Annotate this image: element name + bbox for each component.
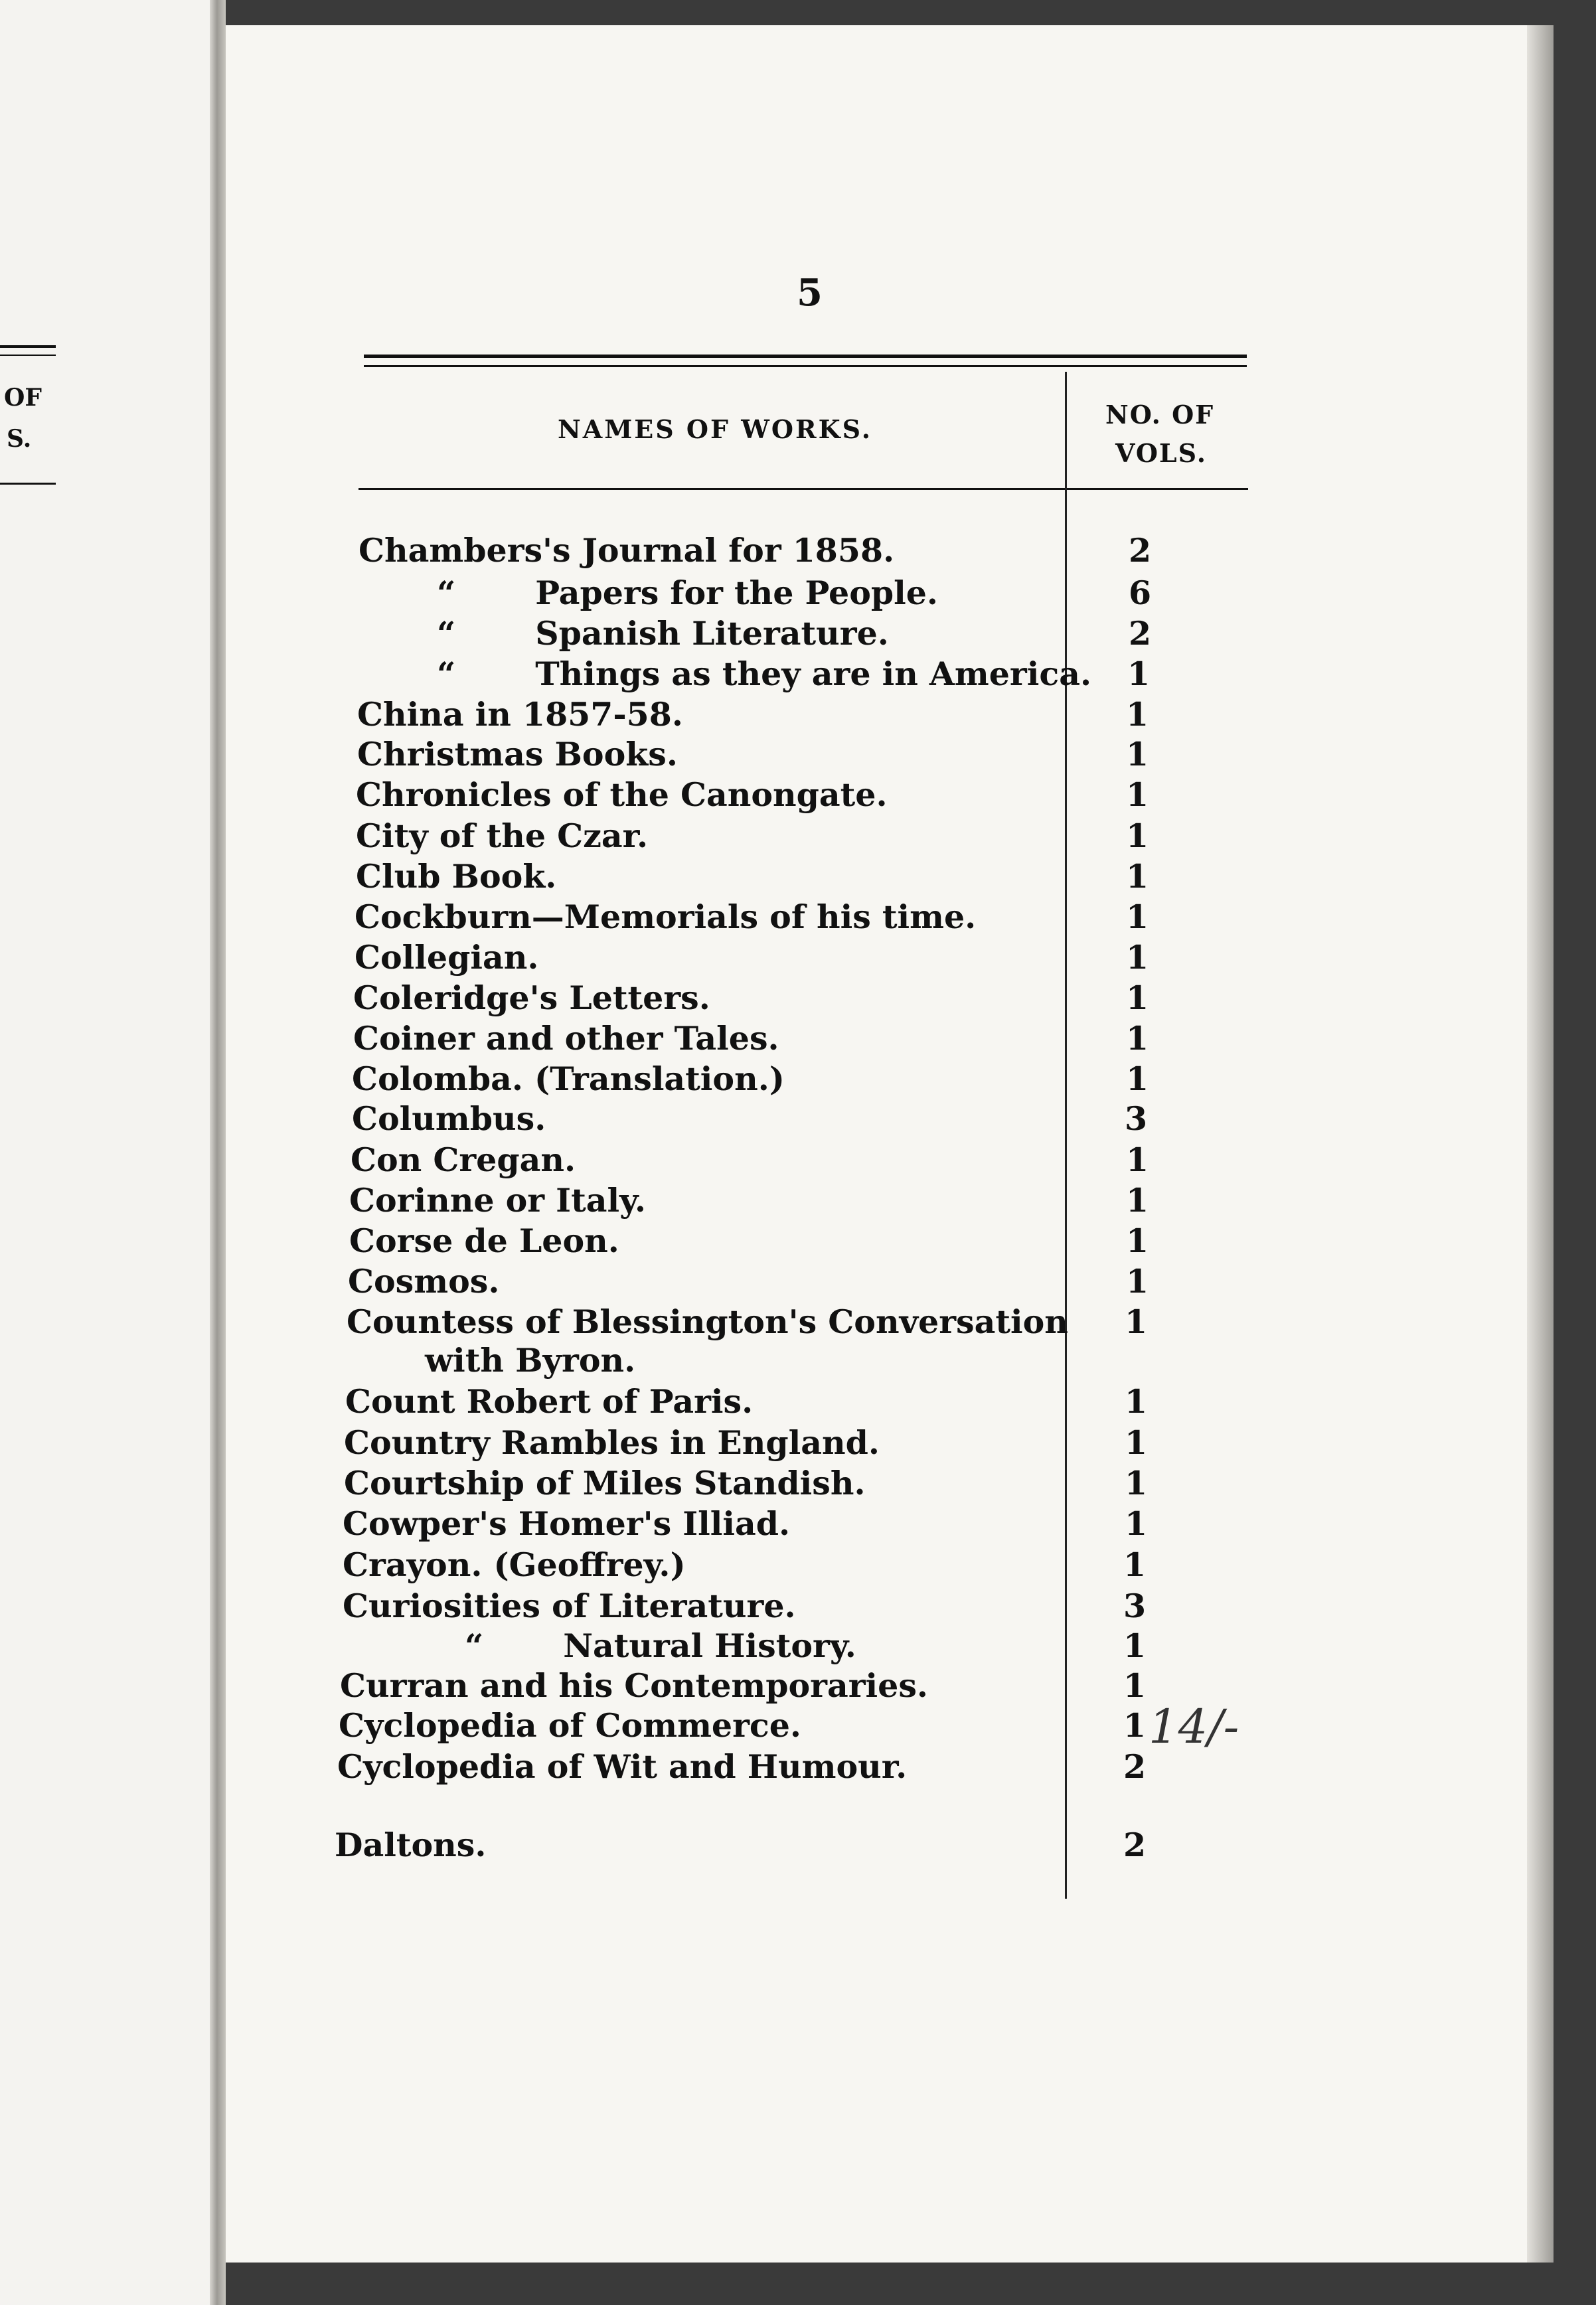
work-title: Columbus.	[352, 1099, 546, 1138]
volume-count: 1	[1127, 655, 1151, 693]
volume-count: 1	[1126, 817, 1149, 855]
work-title: Courtship of Miles Standish.	[344, 1464, 866, 1502]
table-row	[0, 1706, 1527, 1746]
volume-count: 1	[1126, 1181, 1149, 1220]
left-page-rule	[0, 483, 56, 485]
work-title: with Byron.	[425, 1341, 636, 1380]
table-row	[0, 614, 1527, 654]
handwritten-note: 14/-	[1149, 1700, 1239, 1754]
work-title: Cockburn—Memorials of his time.	[355, 898, 977, 936]
work-title: China in 1857-58.	[357, 695, 683, 734]
volume-count: 1	[1125, 1303, 1148, 1341]
volume-count: 1	[1126, 1262, 1149, 1301]
work-title: City of the Czar.	[356, 817, 649, 855]
work-title: Count Robert of Paris.	[345, 1382, 754, 1421]
table-row	[0, 531, 1527, 571]
work-title: Cowper's Homer's Illiad.	[343, 1504, 791, 1543]
left-page-fragment: OF	[4, 384, 42, 412]
work-title: Daltons.	[335, 1826, 487, 1864]
left-page-fragment: S.	[7, 425, 32, 453]
work-title: Corinne or Italy.	[349, 1181, 646, 1220]
work-title: “ Natural History.	[465, 1627, 856, 1665]
work-title: Cosmos.	[348, 1262, 500, 1301]
work-title: Countess of Blessington's Conversation	[347, 1303, 1068, 1341]
volume-count: 1	[1126, 857, 1149, 896]
header-rule-bottom	[359, 488, 1248, 490]
table-row	[0, 1826, 1527, 1866]
table-row	[0, 775, 1527, 815]
table-row	[0, 1587, 1527, 1627]
volume-count: 1	[1126, 695, 1149, 734]
table-row	[0, 1464, 1527, 1504]
column-header-vols: NO. OF	[1105, 400, 1215, 430]
volume-count: 1	[1123, 1627, 1147, 1665]
volume-count: 2	[1123, 1747, 1147, 1786]
work-title: Curiosities of Literature.	[343, 1587, 796, 1625]
table-row	[0, 735, 1527, 775]
work-title: Cyclopedia of Commerce.	[339, 1706, 801, 1745]
volume-count: 2	[1129, 614, 1152, 653]
volume-count: 1	[1126, 979, 1149, 1017]
volume-count: 1	[1123, 1706, 1147, 1745]
table-row	[0, 1181, 1527, 1221]
table-row	[0, 1423, 1527, 1463]
work-title: Collegian.	[355, 938, 539, 977]
table-row	[0, 817, 1527, 856]
volume-count: 1	[1126, 1060, 1149, 1098]
work-title: “ Things as they are in America.	[437, 655, 1091, 693]
work-title: “ Papers for the People.	[437, 574, 938, 612]
volume-count: 1	[1123, 1546, 1147, 1584]
ditto-mark: “	[465, 1627, 484, 1665]
table-row	[0, 1141, 1527, 1180]
volume-count: 1	[1125, 1504, 1148, 1543]
work-title: Coiner and other Tales.	[353, 1019, 779, 1058]
table-row	[0, 1382, 1527, 1422]
work-title: Chambers's Journal for 1858.	[359, 531, 895, 570]
table-row	[0, 1019, 1527, 1059]
work-title: Corse de Leon.	[349, 1222, 619, 1260]
table-row	[0, 695, 1527, 735]
volume-count: 1	[1126, 735, 1149, 773]
header-rule-top	[364, 355, 1247, 358]
table-row	[0, 1303, 1527, 1342]
page-number: 5	[797, 271, 823, 315]
volume-count: 6	[1129, 574, 1152, 612]
table-row	[0, 1222, 1527, 1261]
column-header-names: NAMES OF WORKS.	[558, 414, 872, 444]
work-title: Country Rambles in England.	[344, 1423, 880, 1462]
table-row	[0, 1341, 1527, 1381]
work-title: Con Cregan.	[351, 1141, 576, 1179]
work-title: Colomba. (Translation.)	[352, 1060, 785, 1098]
table-row	[0, 1747, 1527, 1787]
volume-count: 2	[1123, 1826, 1147, 1864]
table-row	[0, 1060, 1527, 1099]
volume-count: 1	[1126, 1141, 1149, 1179]
work-title: Christmas Books.	[357, 735, 678, 773]
left-page-rule	[0, 345, 56, 348]
table-row	[0, 857, 1527, 897]
table-row	[0, 574, 1527, 613]
page-edge	[1527, 25, 1554, 2263]
volume-count: 1	[1126, 898, 1149, 936]
work-title: Crayon. (Geoffrey.)	[343, 1546, 686, 1584]
volume-count: 3	[1123, 1587, 1147, 1625]
table-row	[0, 1504, 1527, 1544]
left-page-rule	[0, 355, 56, 356]
table-row	[0, 655, 1527, 694]
volume-count: 1	[1126, 1222, 1149, 1260]
table-row	[0, 898, 1527, 937]
work-title: Club Book.	[356, 857, 557, 896]
volume-count: 1	[1125, 1464, 1148, 1502]
table-row	[0, 938, 1527, 978]
table-row	[0, 1666, 1527, 1706]
volume-count: 2	[1129, 531, 1152, 570]
table-row	[0, 1262, 1527, 1302]
volume-count: 3	[1125, 1099, 1148, 1138]
header-rule-top	[364, 365, 1247, 367]
volume-count: 1	[1125, 1382, 1148, 1421]
volume-count: 1	[1125, 1423, 1148, 1462]
table-row	[0, 979, 1527, 1018]
table-row	[0, 1627, 1527, 1666]
column-header-vols: VOLS.	[1115, 438, 1207, 468]
work-title: Curran and his Contemporaries.	[340, 1666, 928, 1705]
volume-count: 1	[1126, 1019, 1149, 1058]
work-title: Coleridge's Letters.	[353, 979, 710, 1017]
work-title: Cyclopedia of Wit and Humour.	[337, 1747, 908, 1786]
work-title: Chronicles of the Canongate.	[356, 775, 888, 814]
ditto-mark: “	[437, 614, 456, 653]
volume-count: 1	[1123, 1666, 1147, 1705]
ditto-mark: “	[437, 655, 456, 693]
volume-count: 1	[1126, 938, 1149, 977]
ditto-mark: “	[437, 574, 456, 612]
table-row	[0, 1546, 1527, 1585]
work-title: “ Spanish Literature.	[437, 614, 889, 653]
table-row	[0, 1099, 1527, 1139]
volume-count: 1	[1126, 775, 1149, 814]
